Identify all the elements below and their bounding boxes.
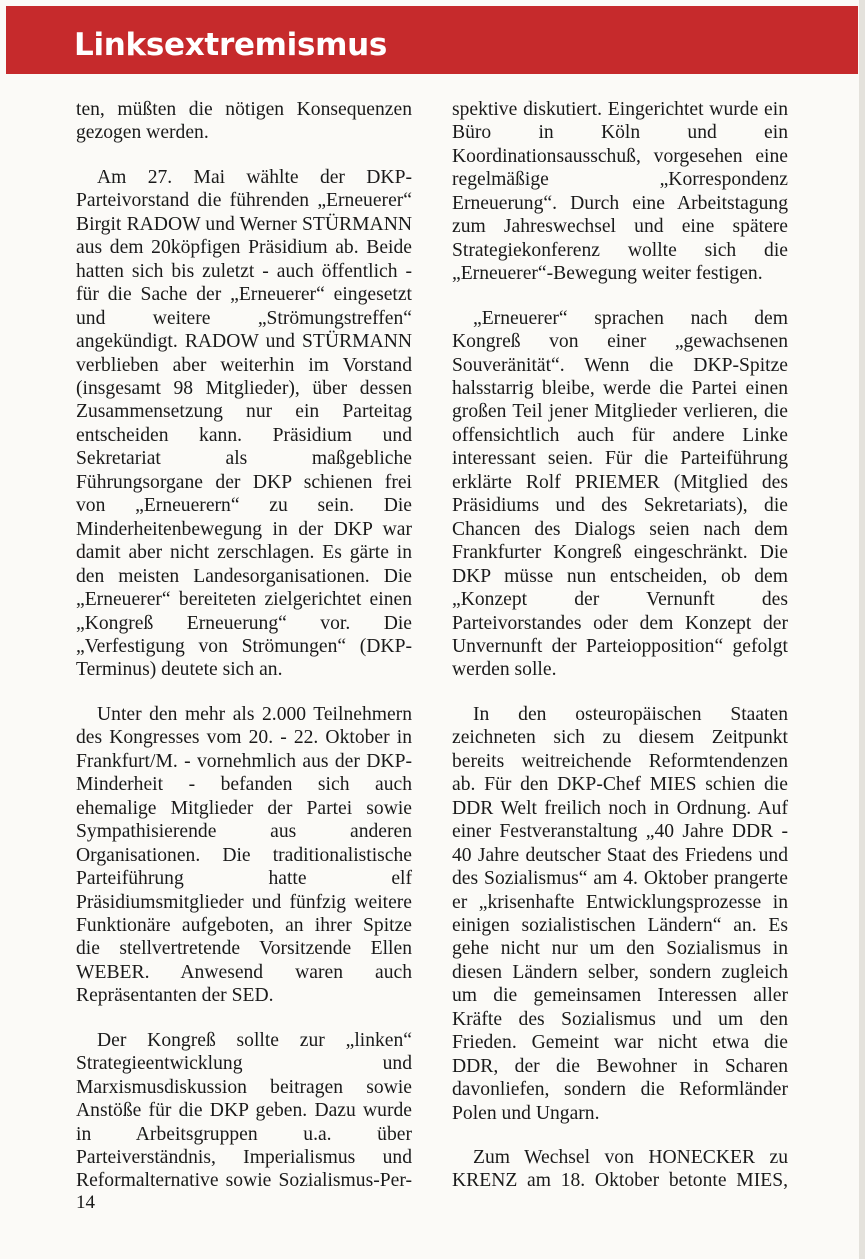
paragraph: spektive diskutiert. Eingerichtet wurde ein Büro in Köln und ein Koordinationsausschuß, vorgesehen eine regelmäßige „Korrespondenz Erneuerung“. Durch eine Arbeitstagung zum Jahreswechsel und eine spätere Strategiekonferenz wollte sich die „Erneuerer“-Bewegung weiter festigen. — [452, 99, 788, 285]
paragraph: ten, müßten die nötigen Konsequenzen gezogen werden. — [76, 99, 412, 144]
page-number: 14 — [76, 1192, 95, 1213]
paragraph: Unter den mehr als 2.000 Teilnehmern des Kongresses vom 20. - 22. Oktober in Frankfurt/M. - vornehmlich aus der DKP-Minderheit - befanden sich auch ehemalige Mitglieder der Partei sowie Sympathisierende aus anderen Organisationen. Die traditionalistische Parteiführung hatte elf Präsidiumsmitglieder und fünfzig weitere Funktionäre aufgeboten, an ihrer Spitze die stellvertretende Vorsitzende Ellen WEBER. Anwesend waren auch Repräsentanten der SED. — [76, 703, 412, 1007]
paragraph: In den osteuropäischen Staaten zeichneten sich zu diesem Zeitpunkt bereits weitreichende Reformtendenzen ab. Für den DKP-Chef MIES schien die DDR Welt freilich noch in Ordnung. Auf einer Festveranstaltung „40 Jahre DDR - 40 Jahre deutscher Staat des Friedens und des Sozialismus“ am 4. Oktober prangerte er „krisenhafte Entwicklungsprozesse in einigen sozialistischen Ländern“ an. Es gehe nicht nur um den Sozialismus in diesen Ländern selber, sondern zugleich um die gemeinsamen Interessen aller Kräfte des Sozialismus und um den Frieden. Gemeint war nicht etwa die DDR, der die Bewohner in Scharen davonliefen, sondern die Reformländer Polen und Ungarn. — [452, 703, 788, 1124]
paragraph: „Erneuerer“ sprachen nach dem Kongreß von einer „gewachsenen Souveränität“. Wenn die DKP-Spitze halsstarrig bleibe, werde die Partei einen großen Teil jener Mitglieder verlieren, die offensichtlich auch für andere Linke interessant seien. Für die Parteiführung erklärte Rolf PRIEMER (Mitglied des Präsidiums und des Sekretariats), die Chancen des Dialogs seien nach dem Frankfurter Kongreß eingeschränkt. Die DKP müsse nun entscheiden, ob dem „Konzept der Vernunft des Parteivorstandes oder dem Konzept der Unvernunft der Parteiopposition“ gefolgt werden solle. — [452, 307, 788, 681]
text-column-left — [76, 98, 412, 1214]
paragraph: Am 27. Mai wählte der DKP-Parteivorstand die führenden „Erneuerer“ Birgit RADOW und Werner STÜRMANN aus dem 20köpfigen Präsidium ab. Beide hatten sich bis zuletzt - auch öffentlich - für die Sache der „Erneuerer“ eingesetzt und weitere „Strömungstreffen“ angekündigt. RADOW und STÜRMANN verblieben aber weiterhin im Vorstand (insgesamt 98 Mitglieder), über dessen Zusammensetzung nur ein Parteitag entscheiden kann. Präsidium und Sekretariat als maßgebliche Führungsorgane der DKP schienen frei von „Erneuerern“ zu sein. Die Minderheitenbewegung in der DKP war damit aber nicht zerschlagen. Es gärte in den meisten Landesorganisationen. Die „Erneuerer“ bereiteten zielgerichtet einen „Kongreß Erneuerung“ vor. Die „Verfestigung von Strömungen“ (DKP-Terminus) deutete sich an. — [76, 166, 412, 681]
page-edge — [859, 0, 865, 1259]
paragraph: Zum Wechsel von HONECKER zu KRENZ am 18. Oktober betonte MIES, — [452, 1147, 788, 1192]
section-title: Linksextremismus — [74, 27, 388, 63]
section-header-band — [6, 6, 858, 74]
paragraph: Der Kongreß sollte zur „linken“ Strategieentwicklung und Marxismusdiskussion beitragen sowie Anstöße für die DKP geben. Dazu wurde in Arbeitsgruppen u.a. über Parteiverständnis, Imperialismus und Reformalternative sowie Sozialismus-Per- — [76, 1029, 412, 1192]
text-column-right — [452, 98, 788, 1214]
